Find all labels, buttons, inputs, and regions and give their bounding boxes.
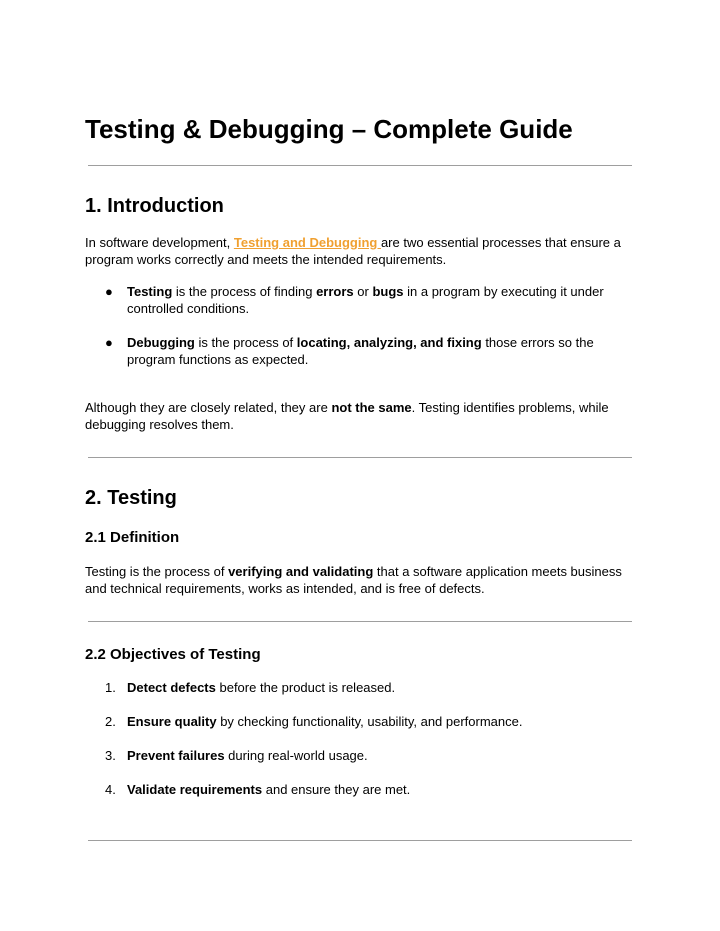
section-heading-introduction: 1. Introduction: [85, 195, 224, 217]
list-number: 3.: [105, 748, 116, 763]
emphasis-verifying: verifying and validating: [228, 564, 374, 579]
text-segment: . Testing identifies problems, while debugging resolves them.: [85, 400, 609, 432]
objective-title: Prevent failures: [127, 748, 225, 763]
bullet-icon: ●: [105, 335, 113, 350]
list-item-text: [127, 679, 627, 696]
divider: [88, 165, 632, 166]
list-item: [105, 713, 635, 730]
term-errors: errors: [316, 284, 354, 299]
list-item-text: [127, 747, 627, 764]
term-debugging: Debugging: [127, 335, 195, 350]
list-number: 1.: [105, 680, 116, 695]
emphasis-not-the-same: not the same: [331, 400, 412, 415]
intro-paragraph: [85, 234, 625, 268]
list-number: 2.: [105, 714, 116, 729]
text-segment: those errors so the program functions as expected.: [127, 335, 594, 367]
list-item: [105, 334, 635, 368]
objective-description: before the product is released.: [215, 680, 396, 695]
bullet-text: [127, 283, 627, 317]
definition-paragraph: [85, 563, 625, 597]
text-segment: is the process of finding: [172, 284, 317, 299]
term-bugs: bugs: [372, 284, 404, 299]
divider: [88, 840, 632, 841]
text-segment: Testing is the process of: [85, 564, 229, 579]
subsection-heading-objectives: 2.2 Objectives of Testing: [85, 646, 261, 663]
objective-title: Ensure quality: [127, 714, 217, 729]
bullet-text: [127, 334, 627, 368]
list-number: 4.: [105, 782, 116, 797]
term-testing: Testing: [127, 284, 173, 299]
document-title: Testing & Debugging – Complete Guide: [85, 114, 573, 144]
text-segment: in a program by executing it under controlled conditions.: [127, 284, 604, 316]
list-item: [105, 781, 635, 798]
text-segment: Although they are closely related, they are: [85, 400, 332, 415]
text-segment: that a software application meets business and technical requirements, works as intended, and is free of defects.: [85, 564, 622, 596]
intro-text-start: In software development,: [85, 235, 234, 250]
term-locating: locating, analyzing, and fixing: [296, 335, 482, 350]
testing-debugging-link[interactable]: Testing and Debugging: [233, 235, 381, 250]
subsection-heading-definition: 2.1 Definition: [85, 529, 180, 546]
list-item: [105, 283, 635, 317]
objective-title: Validate requirements: [127, 782, 263, 797]
text-segment: or: [353, 284, 373, 299]
list-item-text: [127, 781, 627, 798]
objective-description: by checking functionality, usability, and performance.: [216, 714, 523, 729]
divider: [88, 457, 632, 458]
objective-title: Detect defects: [127, 680, 216, 695]
list-item: [105, 747, 635, 764]
section-heading-testing: 2. Testing: [85, 487, 177, 509]
intro-summary-paragraph: [85, 399, 625, 433]
text-segment: is the process of: [194, 335, 297, 350]
bullet-icon: ●: [105, 284, 113, 299]
objective-description: and ensure they are met.: [262, 782, 411, 797]
list-item: [105, 679, 635, 696]
divider: [88, 621, 632, 622]
intro-text-end: are two essential processes that ensure a program works correctly and meets the intended requirements.: [85, 235, 621, 267]
list-item-text: [127, 713, 627, 730]
objective-description: during real-world usage.: [224, 748, 368, 763]
